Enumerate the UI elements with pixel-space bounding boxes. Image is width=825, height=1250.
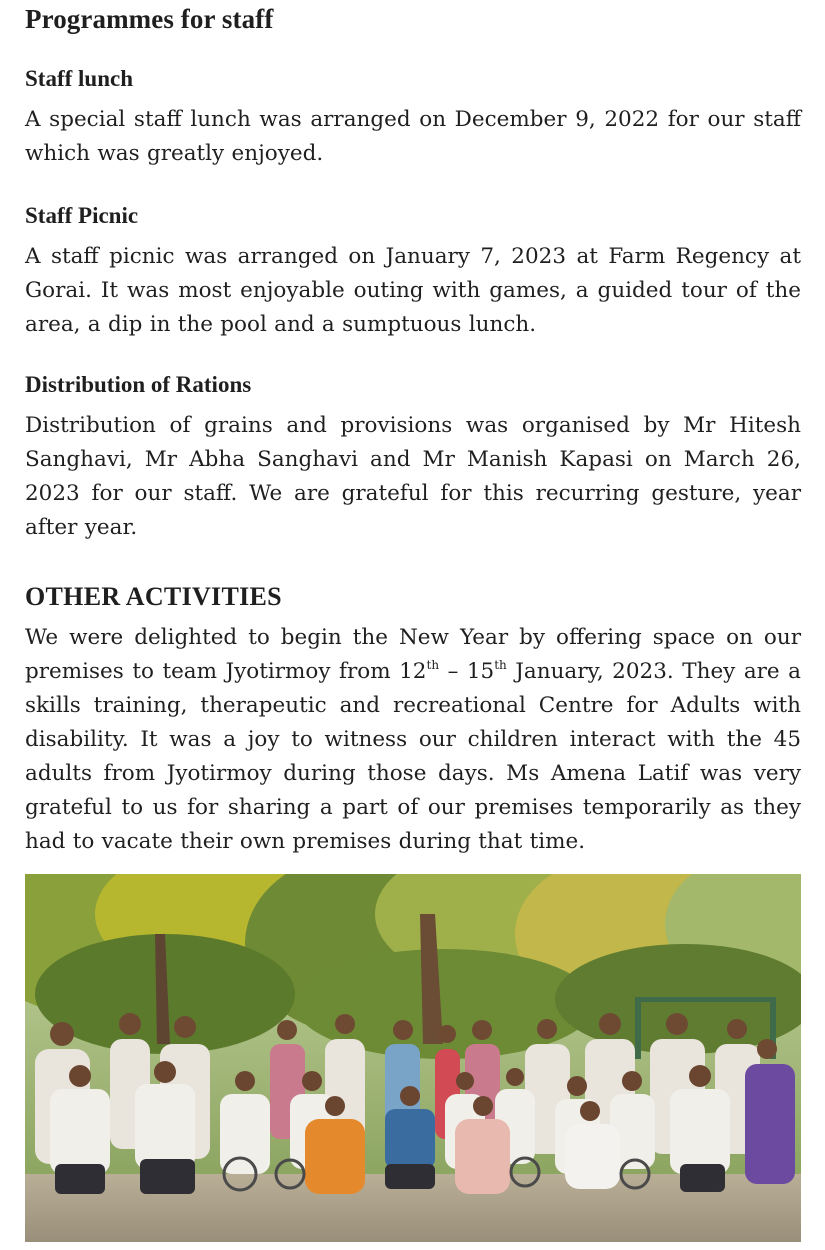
- section-title-staff-lunch: Staff lunch: [25, 66, 133, 91]
- section-text-staff-picnic: A staff picnic was arranged on January 7, 2023 at Farm Regency at Gorai. It was most enjoyable outing with games, a guided tour of the area, a dip in the pool and a sumptuous lunch.: [25, 244, 801, 337]
- group-photo-illustration: [25, 874, 801, 1242]
- superscript: th: [494, 658, 507, 672]
- text-part: We were delighted to begin the New Year by offering space on our premises to team Jyotirmoy from 12: [25, 625, 801, 684]
- section-title-distribution: Distribution of Rations: [25, 372, 252, 397]
- section-text-staff-lunch: A special staff lunch was arranged on December 9, 2022 for our staff which was greatly enjoyed.: [25, 107, 801, 166]
- section-text-other-activities: [25, 621, 801, 859]
- group-photo: [25, 874, 801, 1242]
- text-part: – 15: [439, 659, 495, 684]
- page-title: Programmes for staff: [25, 4, 274, 34]
- superscript: th: [426, 658, 440, 672]
- section-text-distribution: Distribution of grains and provisions was organised by Mr Hitesh Sanghavi, Mr Abha Sanghavi and Mr Manish Kapasi on March 26, 2023 for our staff. We are grateful for this recurring gesture, year after year.: [25, 413, 801, 540]
- section-title-other-activities: OTHER ACTIVITIES: [25, 582, 282, 611]
- section-title-staff-picnic: Staff Picnic: [25, 203, 139, 228]
- text-part: January, 2023. They are a skills training, therapeutic and recreational Centre for Adults with disability. It was a joy to witness our children interact with the 45 adults from Jyotirmoy during those days. Ms Amena Latif was very grateful to us for sharing a part of our premises temporarily as they had to vacate their own premises during that time.: [25, 659, 801, 854]
